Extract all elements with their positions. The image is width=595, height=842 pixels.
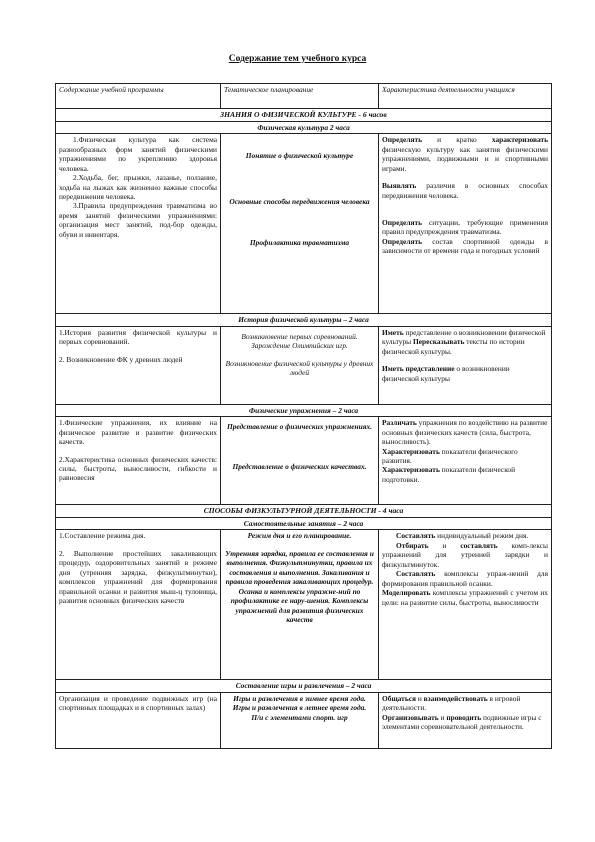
activity-cell: Определять и кратко характеризовать физическую культуру как занятия физическими упражнениями, подвижными и и спортивными играми. Выявлять различия в основных способах передвижения человека. Определять ситуации, требующие применения правил предупреждения травматизма. Определять состав спортивной одежды в зависимости от времени года и погодных условий	[379, 134, 552, 314]
header-row	[56, 84, 552, 109]
subsection-title: Физические упражнения – 2 часа	[56, 404, 552, 416]
table-row	[56, 417, 552, 505]
content-cell: 1.История развития физической культуры и первых соревнований. 2. Возникновение ФК у древних людей	[56, 326, 221, 404]
planning-cell: Представление о физических упражнениях. Представление о физических качествах.	[221, 417, 379, 505]
content-cell: 1.Физические упражнения, их влияние на физическое развитие и развитие физических качеств. 2.Характеристика основных физических качеств: силы, быстроты, выносливости, гибкости и равновесия	[56, 417, 221, 505]
content-cell: 1.Составление режима дня. 2. Выполнение простейших закаливающих процедур, оздоровительных занятий в режиме дня (утренняя зарядка, физкультминутки), комплексов упражнений для формирования правильной осанки и развития мыш-ц туловища, развития основных физических качеств	[56, 530, 221, 680]
planning-cell: Игры и развлечения в зимнее время года. Игры и развлечения в летнее время года. П/и с элементами спорт. игр	[221, 692, 379, 748]
table-row	[56, 134, 552, 314]
table-row	[56, 692, 552, 748]
table-row	[56, 530, 552, 680]
header-col-planning: Тематическое планирование	[221, 84, 379, 109]
planning-cell: Возникновение первых соревнований. Зарождение Олимпийских игр. Возникновение физической культуры у древних людей	[221, 326, 379, 404]
section-title: СПОСОБЫ ФИЗКУЛЬТУРНОЙ ДЕЯТЕЛЬНОСТИ - 4 часа	[56, 505, 552, 518]
page-title: Содержание тем учебного курса	[228, 54, 367, 64]
content-cell: 1.Физическая культура как система разнообразных форм занятий физическими упражнениями по укреплению здоровья человека. 2.Ходьба, бег, прыжки, лазанье, ползание, ходьба на лыжах как жизненно важные способы передвижения человека. 3.Правила предупреждения травматизма во время занятий физическими упражнениями: организация мест занятий, под-бор одежды, обуви и инвентаря.	[56, 134, 221, 314]
course-content-table	[55, 83, 552, 749]
activity-cell: Общаться и взаимодействовать в игровой деятельности. Организовывать и проводить подвижные игры с элементами соревновательной деятельности.	[379, 692, 552, 748]
content-cell: Организация и проведение подвижных игр (на спортивных площадках и в спортивных залах)	[56, 692, 221, 748]
section-title: ЗНАНИЯ О ФИЗИЧЕСКОЙ КУЛЬТУРЕ - 6 часов	[56, 109, 552, 122]
planning-cell: Понятие о физической культуре Основные способы передвижения человека Профилактика травматизма	[221, 134, 379, 314]
subsection-title: Составление игры и развлечения – 2 часа	[56, 680, 552, 692]
table-row	[56, 326, 552, 404]
header-col-content: Содержание учебной программы	[56, 84, 221, 109]
activity-cell: Иметь представление о возникновении физической культуры Пересказывать тексты по истории физической культуры. Иметь представление о возникновении физической культуры	[379, 326, 552, 404]
subsection-title: Самостоятельные занятия – 2 часа	[56, 517, 552, 529]
activity-cell: Составлять индивидуальный режим дня. Отбирать и составлять комп-лексы упражнений для утренней зарядки и физкультминуток. Составлять комплексы упраж-нений для формирования правильной осанки. Моделировать комплексы упражнений с учетом их цели: на развитие силы, быстроты, выносливости	[379, 530, 552, 680]
planning-cell: Режим дня и его планирование. Утренняя зарядка, правила ее составления и выполнения. Физкультминутки, правила их составления и выполнения. Закаливания и правила проведения закаливающих процедур. Осанка и комплексы упражне-ний по профилактике ее нару-шения. Комплексы упражнений для развития физических качеств	[221, 530, 379, 680]
activity-cell: Различать упражнения по воздействию на развитие основных физических качеств (сила, быстрота, выносливость). Характеризовать показатели физического развития. Характеризовать показатели физической подготовки.	[379, 417, 552, 505]
header-col-activity: Характеристика деятельности учащихся	[379, 84, 552, 109]
subsection-title: История физической культуры – 2 часа	[56, 314, 552, 326]
subsection-title: Физическая культура 2 часа	[56, 121, 552, 133]
